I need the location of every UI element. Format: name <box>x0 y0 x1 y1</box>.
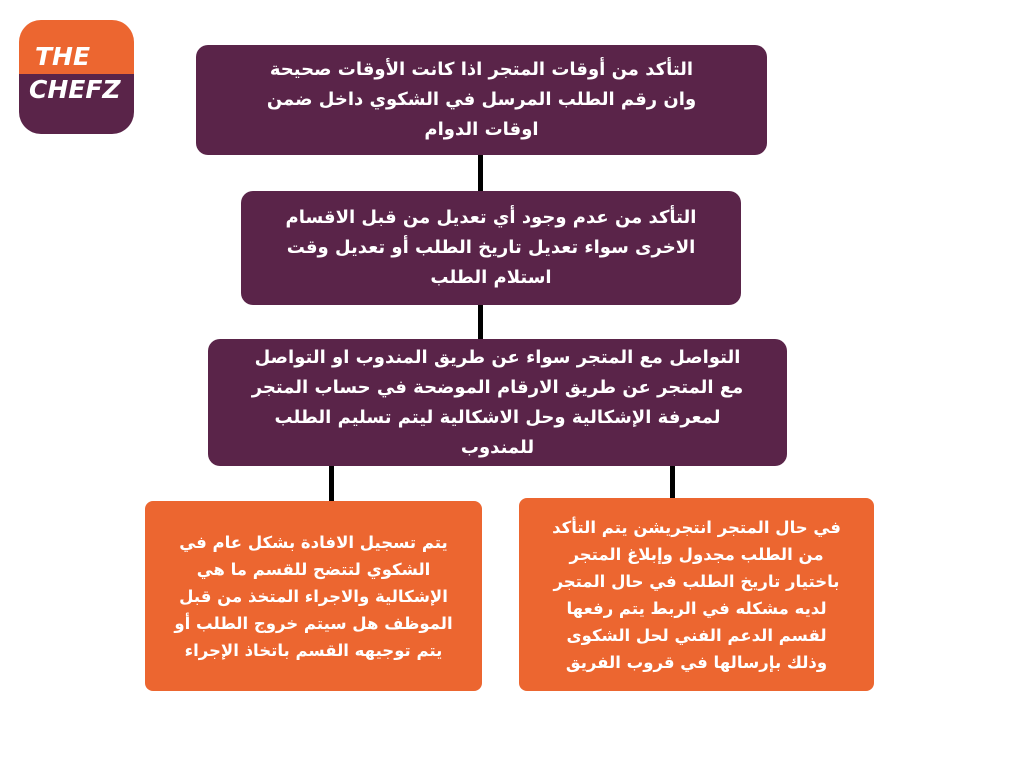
flow-branch-record-feedback: يتم تسجيل الافادة بشكل عام في الشكوي لتتضح للقسم ما هي الإشكالية والاجراء المتخذ من قبل الموظف هل سيتم خروج الطلب أو يتم توجيهه القسم باتخاذ الإجراء <box>145 501 482 691</box>
connector-1-2 <box>478 155 483 191</box>
connector-2-3 <box>478 305 483 339</box>
the-chefz-logo <box>19 20 134 134</box>
logo-line-the: THE <box>19 20 134 74</box>
connector-3-right <box>670 466 675 498</box>
connector-3-left <box>329 466 334 501</box>
flow-step-2-check-no-modifications: التأكد من عدم وجود أي تعديل من قبل الاقسام الاخرى سواء تعديل تاريخ الطلب أو تعديل وقت استلام الطلب <box>241 191 741 305</box>
flow-step-3-contact-store: التواصل مع المتجر سواء عن طريق المندوب او التواصل مع المتجر عن طريق الارقام الموضحة في حساب المتجر لمعرفة الإشكالية وحل الاشكالية ليتم تسليم الطلب للمندوب <box>208 339 787 466</box>
logo-line-chefz: CHEFZ <box>19 74 134 134</box>
flow-branch-integration-store: في حال المتجر انتجريشن يتم التأكد من الطلب مجدول وإبلاغ المتجر باختيار تاريخ الطلب في حال المتجر لديه مشكله في الربط يتم رفعها لقسم الدعم الفني لحل الشكوى وذلك بإرسالها في قروب الفريق <box>519 498 874 691</box>
flow-step-1-check-store-hours: التأكد من أوقات المتجر اذا كانت الأوقات صحيحة وان رقم الطلب المرسل في الشكوي داخل ضمن اوقات الدوام <box>196 45 767 155</box>
